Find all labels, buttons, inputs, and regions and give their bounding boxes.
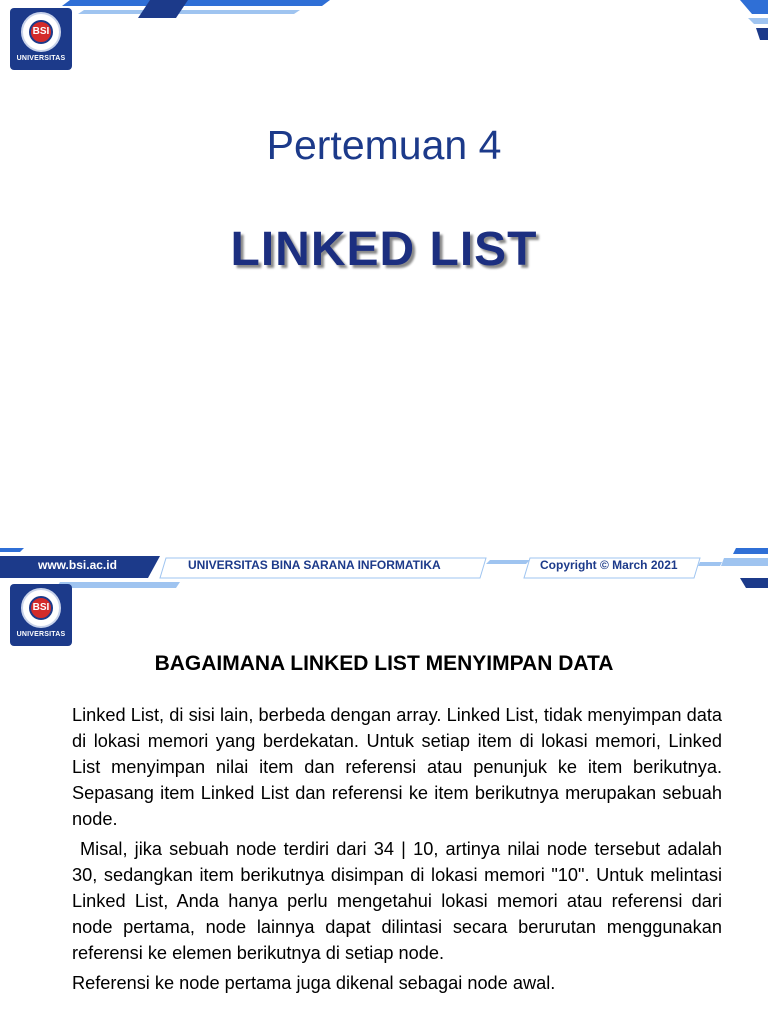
slide-title: Pertemuan 4 [266, 122, 502, 168]
logo-initials: BSI [29, 596, 53, 620]
content-slide [0, 548, 768, 1024]
logo-emblem [21, 588, 61, 628]
slide-subtitle: LINKED LIST [230, 223, 538, 276]
logo-initials: BSI [29, 20, 53, 44]
university-logo [10, 8, 72, 70]
body-text [72, 702, 722, 1000]
paragraph: Linked List, di sisi lain, berbeda dengan array. Linked List, tidak menyimpan data di lokasi memori yang berdekatan. Untuk setiap item di lokasi memori, Linked List menyimpan nilai item dan referensi atau penunjuk ke item berikutnya. Sepasang item Linked List dan referensi ke item berikutnya merupakan sebuah node. [72, 705, 722, 829]
paragraph: Referensi ke node pertama juga dikenal sebagai node awal. [72, 973, 556, 993]
logo-text: UNIVERSITAS [16, 55, 66, 62]
logo-text: UNIVERSITAS [16, 631, 66, 638]
paragraph: Misal, jika sebuah node terdiri dari 34 | 10, artinya nilai node tersebut adalah 30, sedangkan item berikutnya disimpan di lokasi memori "10". Untuk melintasi Linked List, Anda hanya perlu mengetahui lokasi memori atau referensi dari node pertama, node lainnya dapat dilintasi secara berurutan menggunakan referensi ke elemen berikutnya di setiap node. [72, 839, 722, 963]
logo-emblem [21, 12, 61, 52]
university-name: UNIVERSITAS BINA SARANA INFORMATIKA [188, 558, 441, 572]
website-url: www.bsi.ac.id [38, 558, 117, 572]
copyright-text: Copyright © March 2021 [540, 558, 678, 572]
section-heading: BAGAIMANA LINKED LIST MENYIMPAN DATA [154, 652, 614, 675]
header-stripes [0, 0, 768, 80]
university-logo [10, 584, 72, 646]
